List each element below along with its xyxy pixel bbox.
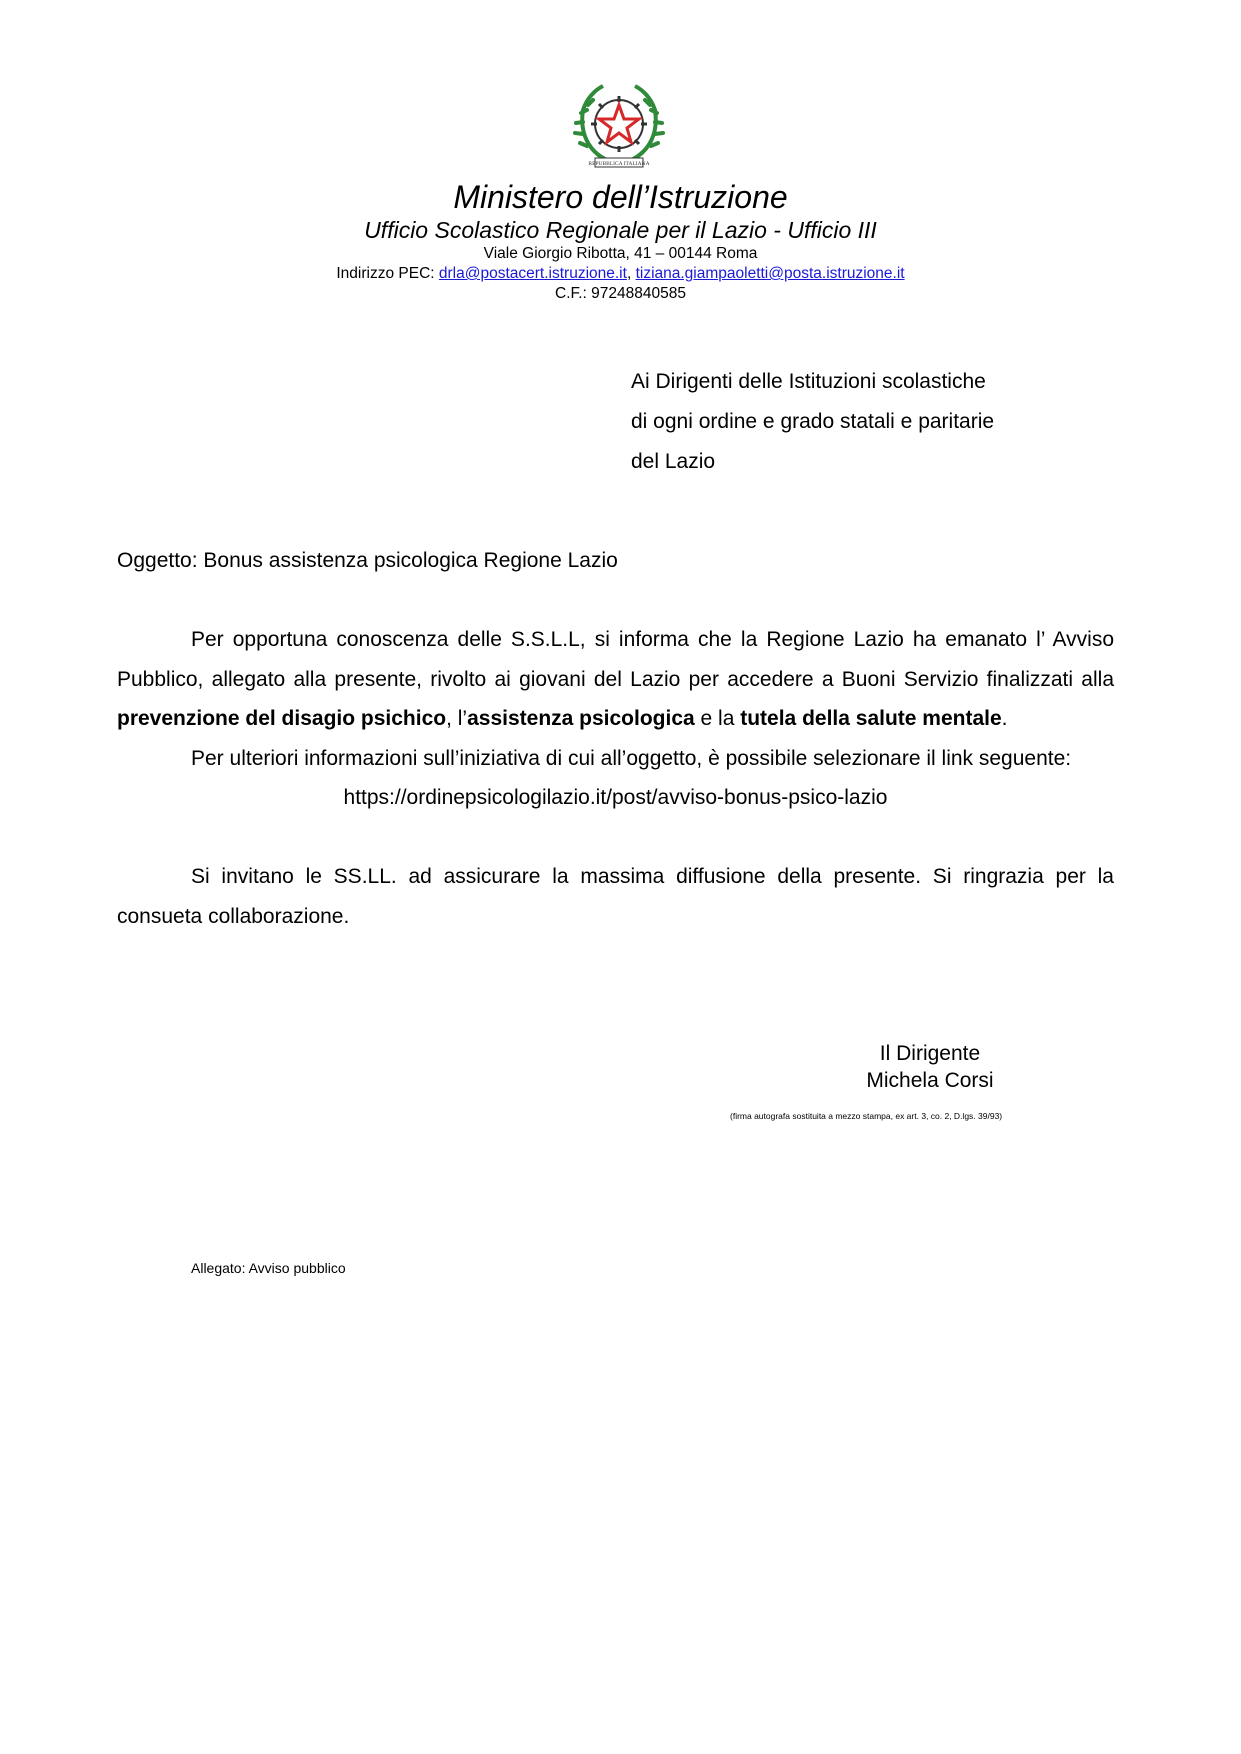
subject-line: Oggetto: Bonus assistenza psicologica Regione Lazio: [117, 549, 618, 572]
p1-text-c: , l’: [446, 707, 468, 730]
recipient-line-2: di ogni ordine e grado statali e paritarie: [631, 410, 995, 433]
emblem-graphic: [569, 76, 669, 176]
pec-separator: ,: [626, 265, 636, 282]
p1-text-a: Per opportuna conoscenza delle S.S.L.L, si informa che la Regione Lazio ha emanato l’ Avviso Pubblico, allegato alla presente, rivolto ai giovani del Lazio per accedere a Buoni Servizio finalizzati alla: [117, 628, 1114, 691]
office-name: Ufficio Scolastico Regionale per il Lazio - Ufficio III: [364, 217, 877, 243]
recipient-line-3: del Lazio: [631, 450, 716, 473]
signatory-name: Michela Corsi: [866, 1069, 994, 1092]
ministry-title: Ministero dell’Istruzione: [453, 179, 788, 215]
p1-bold-mental-health: tutela della salute mentale: [740, 707, 1002, 730]
body-paragraph-2: Per ulteriori informazioni sull’iniziativa di cui all’oggetto, è possibile selezionare il link seguente:: [191, 746, 1072, 770]
p1-bold-prevention: prevenzione del disagio psichico: [117, 707, 447, 730]
attachment-note: Allegato: Avviso pubblico: [191, 1260, 346, 1276]
pec-label: Indirizzo PEC:: [336, 265, 439, 282]
paragraph-spacer: [117, 818, 1114, 858]
recipients-block: [631, 362, 994, 482]
signature-note: (firma autografa sostituita a mezzo stampa, ex art. 3, co. 2, D.lgs. 39/93): [730, 1111, 1003, 1121]
body-paragraph-1: [117, 620, 1114, 739]
pec-email-link-1[interactable]: drla@postacert.istruzione.it: [438, 265, 627, 282]
tax-code: C.F.: 97248840585: [555, 285, 686, 302]
emblem-motto-text: REPUBBLICA ITALIANA: [588, 161, 650, 167]
signature-block: [830, 1040, 1030, 1094]
recipient-line-1: Ai Dirigenti delle Istituzioni scolastiche: [631, 370, 986, 393]
p1-text-g: .: [1001, 707, 1008, 730]
info-link[interactable]: https://ordinepsicologilazio.it/post/avviso-bonus-psico-lazio: [343, 786, 888, 809]
p1-bold-assistance: assistenza psicologica: [467, 707, 695, 730]
pec-line: [0, 264, 1241, 284]
office-address: Viale Giorgio Ribotta, 41 – 00144 Roma: [483, 245, 758, 262]
signatory-role: Il Dirigente: [879, 1042, 981, 1065]
p1-text-e: e la: [694, 707, 741, 730]
body-paragraph-3: Si invitano le SS.LL. ad assicurare la massima diffusione della presente. Si ringrazia per la consueta collaborazione.: [117, 865, 1114, 928]
letter-body: [117, 620, 1114, 936]
letterhead: [0, 178, 1241, 304]
pec-email-link-2[interactable]: tiziana.giampaoletti@posta.istruzione.it: [635, 265, 905, 282]
republic-emblem-icon: [569, 76, 669, 176]
